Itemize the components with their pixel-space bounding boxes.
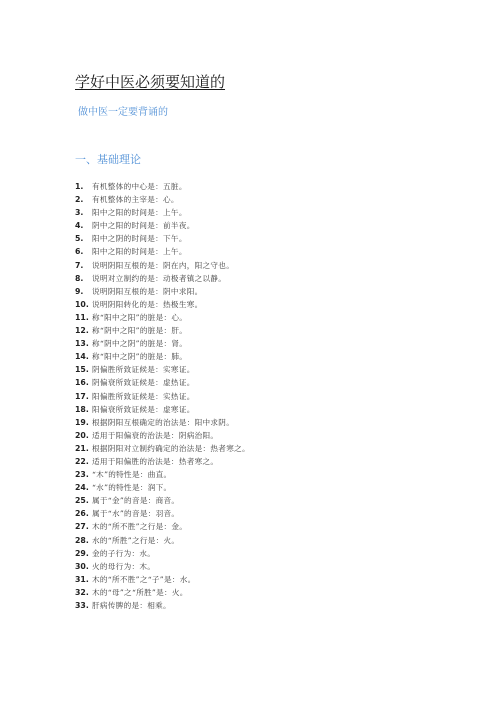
item-text: 根据阴阳对立制约确定的治法是：热者寒之。 <box>92 443 250 453</box>
list-item <box>75 442 435 455</box>
item-text: 属于“金”的音是：商音。 <box>92 496 180 506</box>
item-number: 15. <box>75 365 89 375</box>
item-number: 30. <box>75 561 89 571</box>
item-text: 阳偏胜所致证候是：实热证。 <box>92 391 195 401</box>
list-item <box>75 416 435 429</box>
item-text: 阳中之阳的时间是：上午。 <box>92 247 187 257</box>
item-text: 木的“所不胜”之行是：金。 <box>92 522 188 532</box>
list-item <box>75 206 435 219</box>
list-item <box>75 376 435 389</box>
list-item <box>75 586 435 599</box>
item-text: 称“阳中之阳”的脏是：心。 <box>92 312 188 322</box>
item-text: 说明阴阳互根的是：阴在内，阳之守也。 <box>92 260 235 270</box>
item-number: 1. <box>75 182 84 191</box>
item-text: 木的“所不胜”之“子”是：水。 <box>92 574 196 584</box>
list-item <box>75 259 435 272</box>
list-item <box>75 390 435 403</box>
item-text: 称“阴中之阳”的脏是：肝。 <box>92 326 188 336</box>
item-text: “水”的特性是：润下。 <box>92 483 172 493</box>
item-text: 适用于阳偏衰的治法是：阴病治阳。 <box>92 430 219 440</box>
item-text: 阳偏衰所致证候是：虚寒证。 <box>92 404 195 414</box>
item-number: 27. <box>75 522 89 532</box>
item-number: 17. <box>75 391 89 401</box>
item-number: 18. <box>75 404 89 414</box>
item-number: 29. <box>75 548 89 558</box>
item-number: 22. <box>75 456 89 466</box>
item-number: 24. <box>75 483 89 493</box>
item-number: 26. <box>75 509 89 519</box>
item-text: 有机整体的中心是：五脏。 <box>92 182 187 191</box>
item-text: 有机整体的主宰是：心。 <box>92 195 179 205</box>
item-text: 阴中之阳的时间是：前半夜。 <box>92 221 195 231</box>
list-item <box>75 534 435 547</box>
section-heading: 一、基础理论 <box>75 153 141 166</box>
item-number: 14. <box>75 352 89 362</box>
document-subtitle: 做中医一定要背诵的 <box>78 107 168 118</box>
item-number: 3. <box>75 208 84 218</box>
item-text: 水的“所胜”之行是：火。 <box>92 535 180 545</box>
item-number: 13. <box>75 339 89 349</box>
item-text: 阴偏胜所致证候是：实寒证。 <box>92 365 195 375</box>
item-number: 10. <box>75 299 89 309</box>
list-item <box>75 193 435 206</box>
item-text: 说明阴阳互根的是：阴中求阳。 <box>92 286 203 296</box>
list-item <box>75 560 435 573</box>
item-number: 31. <box>75 574 89 584</box>
list-item <box>75 363 435 376</box>
document-title: 学好中医必须要知道的 <box>75 73 226 91</box>
list-item <box>75 337 435 350</box>
list-item <box>75 468 435 481</box>
list-item <box>75 403 435 416</box>
item-text: 阳中之阳的时间是：上午。 <box>92 208 187 218</box>
item-number: 16. <box>75 378 89 388</box>
list-item <box>75 298 435 311</box>
item-text: 根据阴阳互根确定的治法是：阳中求阴。 <box>92 417 235 427</box>
item-number: 11. <box>75 312 89 322</box>
item-number: 6. <box>75 247 84 257</box>
item-number: 9. <box>75 286 84 296</box>
item-number: 12. <box>75 326 89 336</box>
item-number: 5. <box>75 234 84 244</box>
list-item <box>75 272 435 285</box>
list-item <box>75 481 435 494</box>
item-number: 33. <box>75 601 89 610</box>
item-number: 21. <box>75 443 89 453</box>
item-number: 20. <box>75 430 89 440</box>
list-item <box>75 219 435 232</box>
list-item <box>75 180 435 193</box>
item-text: 火的母行为：木。 <box>92 561 156 571</box>
item-text: 适用于阳偏胜的治法是：热者寒之。 <box>92 456 219 466</box>
item-number: 2. <box>75 195 84 205</box>
item-text: 木的“母”之“所胜”是：火。 <box>92 587 188 597</box>
item-number: 8. <box>75 273 84 283</box>
item-number: 28. <box>75 535 89 545</box>
item-list <box>75 180 435 612</box>
item-text: 阳中之阴的时间是：下午。 <box>92 234 187 244</box>
list-item <box>75 520 435 533</box>
list-item <box>75 324 435 337</box>
item-text: “木”的特性是：曲直。 <box>92 470 172 480</box>
list-item <box>75 285 435 298</box>
list-item <box>75 245 435 258</box>
item-text: 属于“水”的音是：羽音。 <box>92 509 180 519</box>
list-item <box>75 599 435 612</box>
item-text: 阴偏衰所致证候是：虚热证。 <box>92 378 195 388</box>
item-text: 说明阴阳转化的是：热极生寒。 <box>92 299 203 309</box>
list-item <box>75 311 435 324</box>
item-text: 说明对立制约的是：动极者镇之以静。 <box>92 273 227 283</box>
item-number: 4. <box>75 221 84 231</box>
list-item <box>75 455 435 468</box>
item-number: 19. <box>75 417 89 427</box>
list-item <box>75 350 435 363</box>
list-item <box>75 573 435 586</box>
item-text: 肝病传脾的是：相乘。 <box>92 601 171 610</box>
item-text: 金的子行为：水。 <box>92 548 156 558</box>
list-item <box>75 547 435 560</box>
item-text: 称“阴中之阴”的脏是：肾。 <box>92 339 188 349</box>
item-number: 23. <box>75 470 89 480</box>
item-number: 7. <box>75 260 84 270</box>
item-number: 32. <box>75 587 89 597</box>
item-number: 25. <box>75 496 89 506</box>
list-item <box>75 232 435 245</box>
list-item <box>75 494 435 507</box>
item-text: 称“阳中之阴”的脏是：肺。 <box>92 352 188 362</box>
list-item <box>75 429 435 442</box>
list-item <box>75 507 435 520</box>
